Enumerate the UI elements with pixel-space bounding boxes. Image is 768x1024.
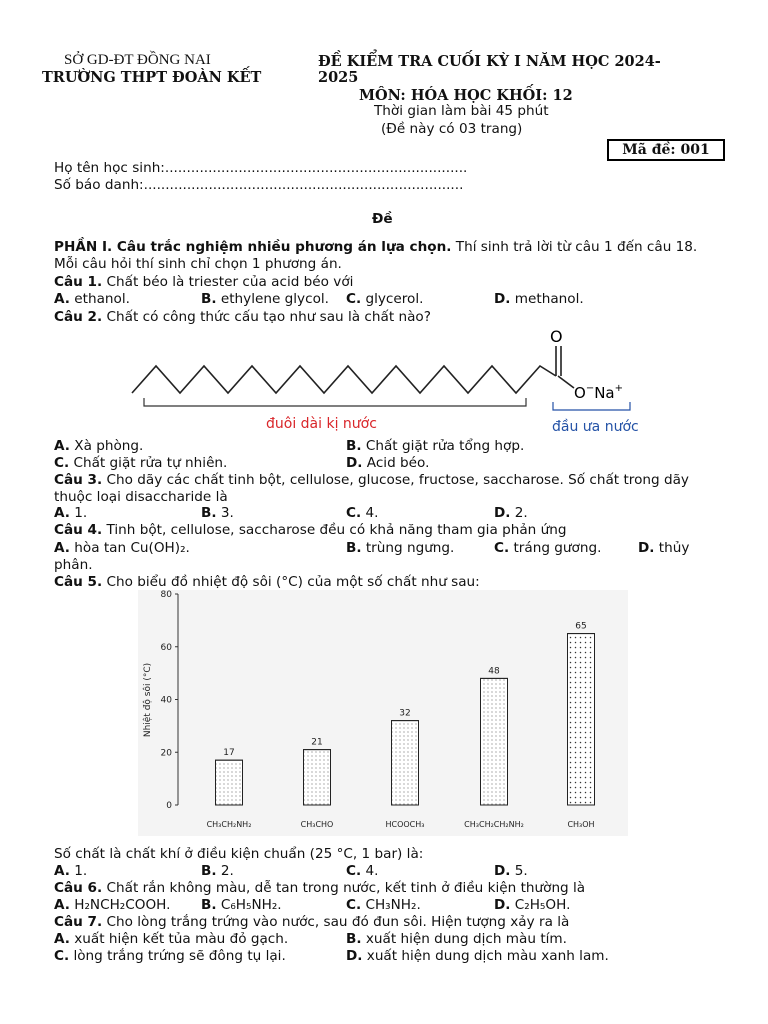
q2-option-d: D. Acid béo. [346, 455, 430, 471]
y-tick-label: 40 [160, 695, 172, 706]
y-tick-label: 60 [160, 642, 172, 653]
carboxylate-group: O−Na+ [574, 383, 624, 402]
question-3 [54, 472, 719, 506]
q5-text: Cho biểu đồ nhiệt độ sôi (°C) của một số chất như sau: [102, 574, 480, 590]
q1-text: Chất béo là triester của acid béo với [102, 274, 354, 290]
q7-option-a: A. xuất hiện kết tủa màu đỏ gạch. [54, 931, 289, 947]
data-label: 65 [575, 621, 587, 632]
part1-title: PHẦN I. Câu trắc nghiệm nhiều phương án lựa chọn. [54, 239, 452, 255]
school-name: TRƯỜNG THPT ĐOÀN KẾT [42, 69, 262, 86]
category-label: CH₃CHO [300, 820, 334, 829]
q3-option-c: C. 4. [346, 505, 379, 521]
head-bracket [553, 402, 630, 410]
page-count: (Đề này có 03 trang) [381, 121, 523, 137]
bar [392, 721, 419, 805]
de-heading: Đề [372, 211, 393, 227]
bar [481, 678, 508, 805]
q6-option-c: C. CH₃NH₂. [346, 897, 421, 913]
q4-option-c: C. tráng gương. [494, 540, 602, 556]
student-name-field: Họ tên học sinh:...................................................................... [54, 160, 468, 176]
exam-title: ĐỀ KIỂM TRA CUỐI KỲ I NĂM HỌC 2024- [318, 53, 661, 70]
q6-option-d: D. C₂H₅OH. [494, 897, 571, 913]
q5-option-c: C. 4. [346, 863, 379, 879]
category-label: CH₃OH [567, 820, 595, 829]
q6-option-b: B. C₆H₅NH₂. [201, 897, 282, 913]
data-label: 48 [488, 666, 500, 677]
question-2 [54, 309, 431, 326]
exam-code-box: Mã đề: 001 [607, 139, 725, 161]
bar [304, 750, 331, 805]
q1-number: Câu 1. [54, 274, 103, 290]
carbonyl-oxygen: O [550, 327, 563, 346]
q2-text: Chất có công thức cấu tạo như sau là chất nào? [102, 309, 431, 325]
hydrocarbon-chain [132, 366, 556, 393]
q2-number: Câu 2. [54, 309, 103, 325]
y-tick-label: 0 [166, 801, 172, 811]
q6-option-a: A. H₂NCH₂COOH. [54, 897, 171, 913]
q5-option-d: D. 5. [494, 863, 528, 879]
q3-text: Cho dãy các chất tinh bột, cellulose, glucose, fructose, saccharose. Số chất trong dãy thuộc loại disaccharide là [54, 472, 689, 505]
data-label: 32 [399, 708, 411, 719]
q7-option-c: C. lòng trắng trứng sẽ đông tụ lại. [54, 948, 286, 964]
part1-instructions: Thí sinh trả lời từ câu 1 đến câu 18. Mỗi câu hỏi thí sinh chỉ chọn 1 phương án. [54, 239, 698, 272]
bar [568, 634, 595, 805]
q5-number: Câu 5. [54, 574, 103, 590]
data-label: 17 [223, 748, 235, 759]
q5-option-b: B. 2. [201, 863, 234, 879]
dept-name: SỞ GD-ĐT ĐỒNG NAI [64, 52, 211, 68]
question-6 [54, 880, 585, 897]
question-5 [54, 574, 480, 591]
q4-option-b: B. trùng ngưng. [346, 540, 455, 556]
tail-label: đuôi dài kị nước [266, 416, 377, 432]
soap-structure-figure [120, 326, 650, 438]
y-tick-label: 20 [160, 748, 172, 759]
q4-option-a: A. hòa tan Cu(OH)₂. [54, 540, 190, 556]
category-label: CH₃CH₂NH₂ [206, 820, 252, 829]
q3-option-a: A. 1. [54, 505, 88, 521]
q6-text: Chất rắn không màu, dễ tan trong nước, kết tinh ở điều kiện thường là [102, 880, 586, 896]
subject: MÔN: HÓA HỌC KHỐI: 12 [359, 87, 573, 104]
q5-option-a: A. 1. [54, 863, 88, 879]
q7-option-b: B. xuất hiện dung dịch màu tím. [346, 931, 567, 947]
q6-number: Câu 6. [54, 880, 103, 896]
student-id-field: Số báo danh:.......................................................................... [54, 177, 464, 193]
boiling-point-chart [138, 590, 628, 836]
q7-text: Cho lòng trắng trứng vào nước, sau đó đun sôi. Hiện tượng xảy ra là [102, 914, 570, 930]
q4-number: Câu 4. [54, 522, 103, 538]
q1-option-b: B. ethylene glycol. [201, 291, 329, 307]
tail-bracket [144, 398, 526, 406]
q3-option-b: B. 3. [201, 505, 234, 521]
exam-time: Thời gian làm bài 45 phút [374, 103, 549, 119]
head-label: đầu ưa nước [552, 419, 639, 435]
q3-number: Câu 3. [54, 472, 103, 488]
q1-option-a: A. ethanol. [54, 291, 130, 307]
bar [216, 760, 243, 805]
category-label: CH₃CH₂CH₂NH₂ [464, 820, 524, 829]
category-label: HCOOCH₃ [385, 820, 425, 829]
q2-option-c: C. Chất giặt rửa tự nhiên. [54, 455, 228, 471]
q4-option-d-cont: phân. [54, 557, 93, 573]
part1-intro [54, 239, 719, 273]
q4-text: Tinh bột, cellulose, saccharose đều có khả năng tham gia phản ứng [102, 522, 567, 538]
q7-option-d: D. xuất hiện dung dịch màu xanh lam. [346, 948, 609, 964]
q7-number: Câu 7. [54, 914, 103, 930]
exam-year: 2025 [318, 69, 359, 86]
q5-question: Số chất là chất khí ở điều kiện chuẩn (25 °C, 1 bar) là: [54, 846, 424, 862]
question-4 [54, 522, 566, 539]
question-7 [54, 914, 569, 931]
question-1 [54, 274, 353, 291]
y-axis-label: Nhiệt độ sôi (°C) [143, 662, 153, 738]
q2-option-b: B. Chất giặt rửa tổng hợp. [346, 438, 525, 454]
q1-option-d: D. methanol. [494, 291, 584, 307]
y-tick-label: 80 [160, 590, 172, 600]
q1-option-c: C. glycerol. [346, 291, 424, 307]
data-label: 21 [311, 737, 323, 748]
q4-option-d: D. thủy [638, 540, 690, 556]
q2-option-a: A. Xà phòng. [54, 438, 144, 454]
q3-option-d: D. 2. [494, 505, 528, 521]
